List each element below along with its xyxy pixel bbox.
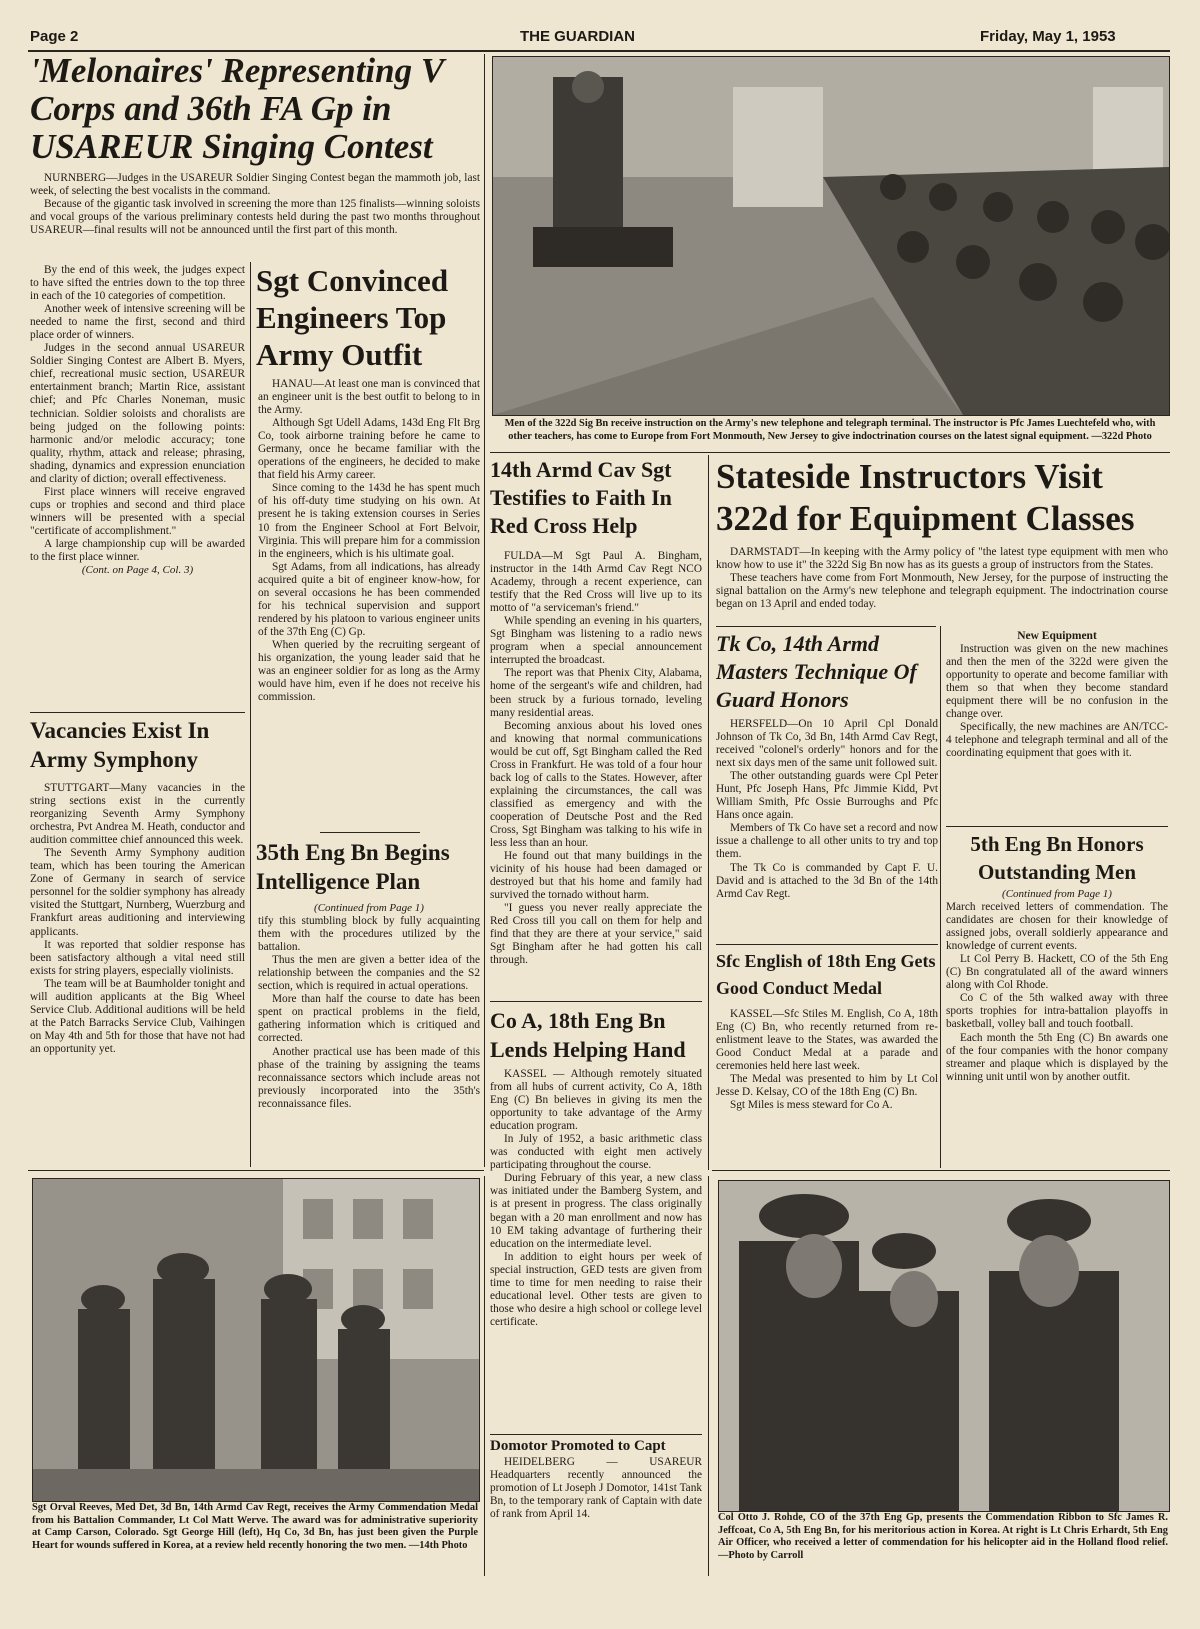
- story-rule: [490, 1001, 702, 1002]
- melonaires-intro: [30, 172, 480, 262]
- story-rule: [716, 626, 936, 627]
- english-p2: The Medal was presented to him by Lt Col Jesse D. Kelsay, CO of the 18th Eng (C) Bn.: [716, 1073, 938, 1099]
- stateside-p1: DARMSTADT—In keeping with the Army policy of "the latest type equipment with men who know how to use it" the 322d Sig Bn now has as its guests a group of instructors from the States.: [716, 546, 1168, 572]
- honors-p3: Co C of the 5th walked away with three sports trophies for intra-battalion playoffs in basketball, volley ball and touch football.: [946, 992, 1168, 1031]
- melonaires-p2: Because of the gigantic task involved in screening the more than 125 finalists—winning soloists and vocal groups of the various preliminary contests held during the past two months throughout USAREUR—final results will not be announced until the first part of this month.: [30, 198, 480, 237]
- english-p1: KASSEL—Sfc Stiles M. English, Co A, 18th Eng (C) Bn, who recently returned from re-enlistment leave to the States, was awarded the Good Conduct Medal at a parade and ceremonies held here last week.: [716, 1008, 938, 1073]
- classroom-photo: [492, 56, 1170, 416]
- column-rule: [484, 54, 485, 1167]
- honors-p2: Lt Col Perry B. Hackett, CO of the 5th Eng (C) Bn congratulated all of the award winners along with Col Rhode.: [946, 953, 1168, 992]
- intel-p3: More than half the course to date has been spent on practical problems in the field, gathering information which is critiqued and corrected.: [258, 993, 480, 1045]
- intel-body: [258, 902, 480, 1166]
- guard-p2: The other outstanding guards were Cpl Peter Hunt, Pfc Joseph Hans, Pfc Jimmie Kidd, Pvt William Smith, Pfc Ossie Burroughs and Pfc Hans once again.: [716, 770, 938, 822]
- issue-date: Friday, May 1, 1953: [980, 28, 1116, 45]
- honors-cont: (Continued from Page 1): [1002, 888, 1112, 900]
- section-rule: [712, 1170, 1170, 1171]
- domotor-headline: Domotor Promoted to Capt: [490, 1438, 666, 1454]
- engineers-p4: Sgt Adams, from all indications, has already acquired quite a bit of engineer know-how, for on several occasions he has been commended for his technical supervision and support rendered by his platoon to various engineer units of the 37th Eng (C) Gp.: [258, 560, 480, 638]
- symphony-p1: STUTTGART—Many vacancies in the string sections exist in the currently reorganizing Seventh Army Symphony orchestra, Pvt Andrea M. Heath, conductor and audition committee chief announced this week.: [30, 782, 245, 847]
- stateside-p2: These teachers have come from Fort Monmouth, New Jersey, for the purpose of instructing the signal battalion on the Army's new telephone and telegraph equipment. The indoctrination course began on 13 April and ended today.: [716, 572, 1168, 611]
- engineers-p5: When queried by the recruiting sergeant of his organization, the young leader said that he was an engineer soldier for as long as the Army would have him, even if he does not receive his commission.: [258, 638, 480, 704]
- intel-p1: tify this stumbling block by fully acquainting them with the procedures utilized by the battalion.: [258, 915, 480, 954]
- redcross-p3: The report was that Phenix City, Alabama, home of the sergeant's wife and children, had been struck by a furious tornado, leveling many residential areas.: [490, 667, 702, 719]
- commendation-caption: [718, 1512, 1168, 1566]
- guard-p1: HERSFELD—On 10 April Cpl Donald Johnson of Tk Co, 3d Bn, 14th Armd Cav Regt, received "colonel's orderly" honors and for the next six days men of the same unit followed suit.: [716, 718, 938, 770]
- helping-body: [490, 1068, 702, 1430]
- column-rule: [708, 455, 709, 1170]
- guard-body: [716, 718, 938, 940]
- guard-p4: The Tk Co is commanded by Capt F. U. David and is attached to the 3d Bn of the 14th Armd Cav Regt.: [716, 861, 938, 900]
- engineers-p3: Since coming to the 143d he has spent much of his off-duty time studying on his own. At present he is taking extension courses in Series 10 from the Engineer School at Fort Belvoir, Virginia. This will prepare him for a commission in the engineers, which is his ultimate goal.: [258, 482, 480, 560]
- engineers-p2: Although Sgt Udell Adams, 143d Eng Flt Brg Co, took airborne training before he came to Germany, once he became familiar with the operations of the engineers, he decided to make that field his Army career.: [258, 417, 480, 482]
- melonaires-p4: Another week of intensive screening will be needed to name the first, second and third place order of winners.: [30, 303, 245, 342]
- melonaires-p3: By the end of this week, the judges expect to have sifted the entries down to the top three in each of the 10 categories of competition.: [30, 264, 245, 303]
- stateside-p3: Instruction was given on the new machines and then the men of the 322d were given the opportunity to operate and become familiar with them so that when they become standard equipment there will be no confusion in the change over.: [946, 643, 1168, 721]
- domotor-body: [490, 1456, 702, 1566]
- english-body: [716, 1008, 938, 1168]
- symphony-body: [30, 782, 245, 1168]
- symphony-p2: The Seventh Army Symphony audition team, which has been touring the American Zone of Germany in search of service personnel for the soldier symphony has already visited the Stuttgart, Nurnberg, Wuerzburg and Frankfurt areas auditioning and interviewing applicants.: [30, 847, 245, 938]
- stateside-body: [946, 630, 1168, 826]
- stateside-p4: Specifically, the new machines are AN/TCC-4 telephone and telegraph terminal and all of the coordinating equipment that goes with it.: [946, 721, 1168, 760]
- engineers-body: [258, 378, 480, 830]
- story-rule: [490, 1434, 702, 1435]
- column-rule: [708, 1176, 709, 1576]
- redcross-headline: 14th Armd Cav Sgt Testifies to Faith In Red Cross Help: [490, 457, 672, 538]
- symphony-headline: Vacancies Exist In Army Symphony: [30, 718, 210, 772]
- helping-p4: In addition to eight hours per week of special instruction, GED tests are given from time to time for men needing to raise their educational level. Other tests are given to those who desire a high school or college level certificate.: [490, 1250, 702, 1328]
- medal-review-caption-text: Sgt Orval Reeves, Med Det, 3d Bn, 14th Armd Cav Regt, receives the Army Commendation Medal from his Battalion Commander, Lt Col Matt Werve. The award was for administrative superiority at Camp Carson, Colorado. Sgt George Hill (left), Hq Co, 3d Bn, has just been given the Purple Heart for wounds suffered in Korea, at a review held recently honoring the two men.: [32, 1502, 478, 1551]
- intel-headline: 35th Eng Bn Begins Intelligence Plan: [256, 840, 450, 894]
- section-rule: [490, 452, 1170, 453]
- column-rule: [940, 826, 941, 1168]
- intel-p4: Another practical use has been made of this phase of the training by assigning the teams reconnaissance sectors which include areas not previously incorporated into the 35th's reconnaissance files.: [258, 1045, 480, 1110]
- melonaires-p7: A large championship cup will be awarded to the first place winner.: [30, 537, 245, 564]
- commendation-photo: [718, 1180, 1170, 1512]
- medal-review-photo: [32, 1178, 480, 1502]
- melonaires-p6: First place winners will receive engraved cups or trophies and second and third place winners will be presented with a special "certificate of accomplishment.": [30, 485, 245, 537]
- english-p3: Sgt Miles is mess steward for Co A.: [730, 1099, 893, 1112]
- intel-cont: (Continued from Page 1): [314, 902, 424, 914]
- english-headline: Sfc English of 18th Eng Gets Good Conduct Medal: [716, 951, 936, 998]
- guard-p3: Members of Tk Co have set a record and now issue a challenge to all other units to try and top them.: [716, 822, 938, 861]
- classroom-caption: [492, 418, 1168, 450]
- stateside-headline: Stateside Instructors Visit 322d for Equipment Classes: [716, 457, 1135, 538]
- story-rule: [30, 712, 245, 713]
- melonaires-headline: 'Melonaires' Representing V Corps and 36th FA Gp in USAREUR Singing Contest: [30, 52, 444, 166]
- medal-review-credit: —14th Photo: [408, 1539, 468, 1551]
- story-rule: [716, 944, 938, 945]
- stateside-subhead: New Equipment: [1017, 630, 1097, 642]
- story-rule: [320, 832, 420, 833]
- column-rule: [250, 262, 251, 1167]
- redcross-p2: While spending an evening in his quarters, Sgt Bingham was listening to a radio news program when a special announcement interrupted the broadcast.: [490, 615, 702, 667]
- melonaires-p5: Judges in the second annual USAREUR Soldier Singing Contest are Albert B. Myers, chief, recreational music section, USAREUR entertainment branch; Martin Rice, assistant chief; and Pfc Charles Noneman, music technician. Soldier soloists and choralists are being judged on the following points: harmonic and/or melodic accuracy; tone quality, rhythm, attack and release; phrasing, shading, dynamics and expression enunciation and clarity of diction; overall effectiveness.: [30, 342, 245, 485]
- redcross-p1: FULDA—M Sgt Paul A. Bingham, instructor in the 14th Armd Cav Regt NCO Academy, through a recent experience, can testify that the Red Cross will live up to its motto of "a serviceman's friend.": [490, 550, 702, 615]
- engineers-p1: HANAU—At least one man is convinced that an engineer unit is the best outfit to belong to in the Army.: [258, 378, 480, 417]
- intel-p2: Thus the men are given a better idea of the relationship between the companies and the S2 section, which is required in actual operations.: [258, 954, 480, 993]
- classroom-caption-text: Men of the 322d Sig Bn receive instruction on the Army's new telephone and telegraph terminal. The instructor is Pfc James Luechtefeld who, with other teachers, has come to Europe from Fort Monmouth, New Jersey to give indoctrination courses on the latest signal equipment.: [504, 418, 1156, 442]
- classroom-photo-credit: —322d Photo: [1091, 430, 1152, 442]
- story-rule: [946, 826, 1168, 827]
- stateside-intro: [716, 546, 1168, 624]
- column-rule: [940, 626, 941, 826]
- helping-p3: During February of this year, a new class was initiated under the Bamberg System, and is at present in progress. The class originally began with a 20 man enrollment and now has 10 EM taking advantage of furthering their education on the intermediate level.: [490, 1172, 702, 1250]
- redcross-p5: He found out that many buildings in the vicinity of his house had been damaged or destroyed but that his home and family had survived the tornado without harm.: [490, 850, 702, 902]
- melonaires-body: [30, 264, 245, 706]
- engineers-headline: Sgt Convinced Engineers Top Army Outfit: [256, 263, 449, 372]
- helping-p2: In July of 1952, a basic arithmetic class was conducted with eight men actively participating throughout the course.: [490, 1133, 702, 1172]
- domotor-p1: HEIDELBERG — USAREUR Headquarters recently announced the promotion of Lt Joseph J Domotor, 141st Tank Bn, to the temporary rank of Captain with date of rank from April 14.: [490, 1456, 702, 1521]
- honors-p1: March received letters of commendation. The candidates are chosen for their knowledge of assigned jobs, overall soldierly appearance and knowledge of current events.: [946, 901, 1168, 953]
- redcross-p4: Becoming anxious about his loved ones and knowing that normal communications would be cut off, Sgt Bingham called the Red Cross in Frankfurt. He was told of a four hour back log of calls to the States. However, after explaining the circumstances, the call was classified as emergency and with the cooperation of Deutsche Post and the Red Cross, Sgt Bingham was talking to his wife in less less than an hour.: [490, 719, 702, 850]
- redcross-p6: "I guess you never really appreciate the Red Cross till you call on them for help and find that they are there at your service," said Sgt Bingham after he had gotten his call through.: [490, 902, 702, 967]
- column-rule: [484, 1176, 485, 1576]
- paper-name: THE GUARDIAN: [520, 28, 635, 45]
- symphony-p3: It was reported that soldier response has been satisfactory although a vital need still exists for string players, especially violinists.: [30, 938, 245, 977]
- symphony-p4: The team will be at Baumholder tonight and will audition applicants at the Big Wheel Service Club. Additional auditions will be held at the Patch Barracks Service Club, Vaihingen on May 4th and 5th for those that have not had an opportunity yet.: [30, 977, 245, 1055]
- honors-headline: 5th Eng Bn Honors Outstanding Men: [970, 832, 1144, 884]
- section-rule: [28, 1170, 484, 1171]
- guard-headline: Tk Co, 14th Armd Masters Technique Of Guard Honors: [716, 631, 917, 712]
- page-number: Page 2: [30, 28, 79, 45]
- redcross-body: [490, 550, 702, 998]
- helping-headline: Co A, 18th Eng Bn Lends Helping Hand: [490, 1008, 686, 1062]
- honors-body: [946, 888, 1168, 1168]
- helping-p1: KASSEL — Although remotely situated from all hubs of current activity, Co A, 18th Eng (C) Bn believes in giving its men the opportunity to take advantage of the Army education program.: [490, 1068, 702, 1133]
- commendation-credit: —Photo by Carroll: [718, 1549, 804, 1561]
- honors-p4: Each month the 5th Eng (C) Bn awards one of the four companies with the honor company streamer and plaque which is displayed by the winning unit until won by another outfit.: [946, 1031, 1168, 1083]
- melonaires-lead: NURNBERG—Judges in the USAREUR Soldier Singing Contest began the mammoth job, last week, of selecting the best vocalists in the command.: [30, 172, 480, 198]
- commendation-caption-text: Col Otto J. Rohde, CO of the 37th Eng Gp, presents the Commendation Ribbon to Sfc James R. Jeffcoat, Co A, 5th Eng Bn, for his meritorious action in Korea. At right is Lt Chris Erhardt, 5th Eng Air Officer, who received a letter of commendation for his helicopter aid in the Holland flood relief.: [718, 1512, 1168, 1549]
- melonaires-jump: (Cont. on Page 4, Col. 3): [81, 564, 194, 577]
- medal-review-caption: [32, 1502, 478, 1566]
